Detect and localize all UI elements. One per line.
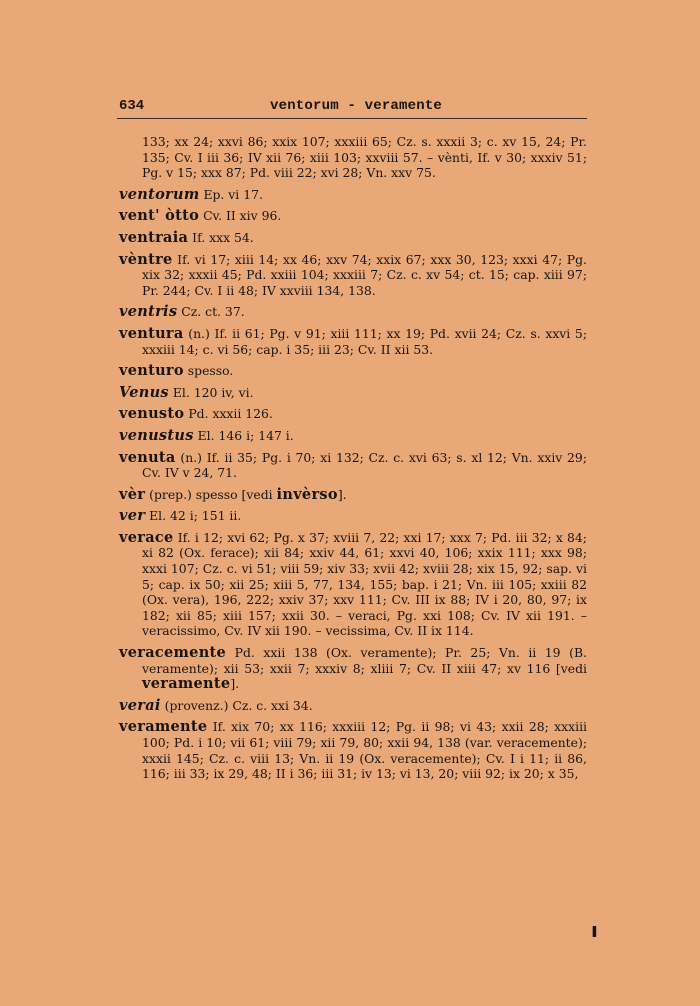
entry-text-tail: ]. bbox=[230, 676, 240, 692]
entry-venus bbox=[119, 385, 587, 401]
entry-ver-prep bbox=[119, 487, 587, 503]
entry-text: 133; xx 24; xxvi 86; xxix 107; xxxiii 65; Cz. s. xxxii 3; c. xv 15, 24; Pr. 135; Cv. I iii 36; IV xii 76; xiii 103; xxviii 57. – vènti, If. v 30; xxxiv 51; Pg. v 15; xxx 87; Pd. viii 22; xvi 28; Vn. xxv 75. bbox=[142, 134, 587, 181]
running-head: ventorum - veramente bbox=[270, 98, 443, 114]
headword: verai bbox=[119, 696, 161, 714]
entry-text: (provenz.) Cz. c. xxi 34. bbox=[160, 697, 313, 713]
entry-verai bbox=[119, 698, 587, 714]
entry-text: (prep.) spesso [vedi bbox=[145, 486, 277, 502]
entry-text-tail: ]. bbox=[337, 486, 347, 502]
entry-text: Pd. xxxii 126. bbox=[184, 406, 273, 422]
headword: vèntre bbox=[119, 250, 173, 268]
headword: veramente bbox=[119, 718, 208, 736]
headword: ventura bbox=[119, 324, 184, 342]
entry-venusto bbox=[119, 406, 587, 422]
headword: ventraia bbox=[119, 228, 189, 246]
headword: venturo bbox=[119, 362, 184, 380]
entry-text: El. 42 i; 151 ii. bbox=[145, 508, 242, 524]
entry-text: El. 120 iv, vi. bbox=[168, 384, 254, 400]
entry-vent-otto bbox=[119, 208, 587, 224]
cross-reference: invèrso bbox=[276, 485, 338, 503]
headword: venuta bbox=[119, 448, 176, 466]
header-rule bbox=[117, 118, 587, 119]
entry-ver-latin bbox=[119, 508, 587, 524]
headword: venusto bbox=[119, 405, 185, 423]
headword: vent' òtto bbox=[119, 207, 200, 225]
entry-ventre bbox=[119, 252, 587, 299]
entry-continuation bbox=[119, 134, 587, 181]
headword: vèr bbox=[119, 485, 146, 503]
headword: ventris bbox=[119, 303, 178, 321]
entry-text: Pd. xxii 138 (Ox. veramente); Pr. 25; Vn. ii 19 (B. veramente); xii 53; xxii 7; xxxiv 8; xliii 7; Cv. II xiii 47; xv 116 [vedi bbox=[142, 645, 587, 676]
entry-text: Cz. ct. 37. bbox=[177, 304, 245, 320]
entry-text: (n.) If. ii 61; Pg. v 91; xiii 111; xx 19; Pd. xvii 24; Cz. s. xxvi 5; xxxiii 14; c. vi 56; cap. i 35; iii 23; Cv. II xii 53. bbox=[142, 325, 587, 357]
entry-text: If. xix 70; xx 116; xxxiii 12; Pg. ii 98; vi 43; xxii 28; xxxiii 100; Pd. i 10; vii 61; viii 79; xii 79, 80; xxii 94, 138 (var. veracemente); xxxii 145; Cz. c. viii 13; Vn. ii 19 (Ox. veracemente); Cv. I i 11; ii 86, 116; iii 33; ix 29, 48; II i 36; iii 31; iv 13; vi 13, 20; viii 92; ix 20; x 35, bbox=[142, 719, 587, 782]
entry-ventris bbox=[119, 304, 587, 320]
entry-verace bbox=[119, 530, 587, 639]
entry-venuta bbox=[119, 450, 587, 481]
entry-text: If. vi 17; xiii 14; xx 46; xxv 74; xxix 67; xxx 30, 123; xxxi 47; Pg. xix 32; xxxii 45; Pd. xxiii 104; xxxiii 7; Cz. c. xv 54; ct. 15; cap. xiii 97; Pr. 244; Cv. I ii 48; IV xxviii 134, 138. bbox=[142, 251, 587, 298]
entry-veracemente bbox=[119, 645, 587, 692]
headword: veracemente bbox=[119, 644, 227, 662]
entry-venustus bbox=[119, 428, 587, 444]
cross-reference: veramente bbox=[142, 675, 231, 693]
entry-ventraia bbox=[119, 230, 587, 246]
entry-veramente bbox=[119, 719, 587, 781]
entry-text: spesso. bbox=[183, 363, 234, 379]
entry-ventura bbox=[119, 326, 587, 357]
signature-mark: ı bbox=[591, 918, 598, 942]
entry-text: If. i 12; xvi 62; Pg. x 37; xviii 7, 22; xxi 17; xxx 7; Pd. iii 32; x 84; xi 82 (Ox. ferace); xii 84; xxiv 44, 61; xxvi 40, 106; xxix 111; xxx 98; xxxi 107; Cz. c. vi 51; viii 59; xiv 33; xvii 42; xviii 28; xix 15, 92; sap. vi 5; cap. ix 50; xii 25; xiii 5, 77, 134, 155; bap. i 21; Vn. iii 105; xxiii 82 (Ox. vera), 196, 222; xxiv 37; xxv 111; Cv. III ix 88; IV i 20, 80, 97; ix 182; xii 85; xiii 157; xxii 30. – veraci, Pg. xxi 108; Cv. IV xii 191. – veracissimo, Cv. IV xii 190. – vecissima, Cv. II ix 114. bbox=[142, 529, 587, 639]
headword: verace bbox=[119, 528, 174, 546]
headword: ventorum bbox=[119, 185, 200, 203]
entry-venturo bbox=[119, 363, 587, 379]
entry-text: El. 146 i; 147 i. bbox=[193, 427, 294, 443]
entry-text: If. xxx 54. bbox=[188, 229, 254, 245]
entries-column bbox=[119, 134, 587, 788]
entry-text: (n.) If. ii 35; Pg. i 70; xi 132; Cz. c. xvi 63; s. xl 12; Vn. xxiv 29; Cv. IV v 24, 71. bbox=[142, 449, 587, 481]
headword: ver bbox=[119, 507, 146, 525]
entry-ventorum bbox=[119, 187, 587, 203]
entry-text: Ep. vi 17. bbox=[199, 186, 263, 202]
headword: venustus bbox=[119, 426, 194, 444]
page-number: 634 bbox=[119, 98, 145, 114]
entry-text: Cv. II xiv 96. bbox=[199, 208, 282, 224]
headword: Venus bbox=[119, 383, 169, 401]
